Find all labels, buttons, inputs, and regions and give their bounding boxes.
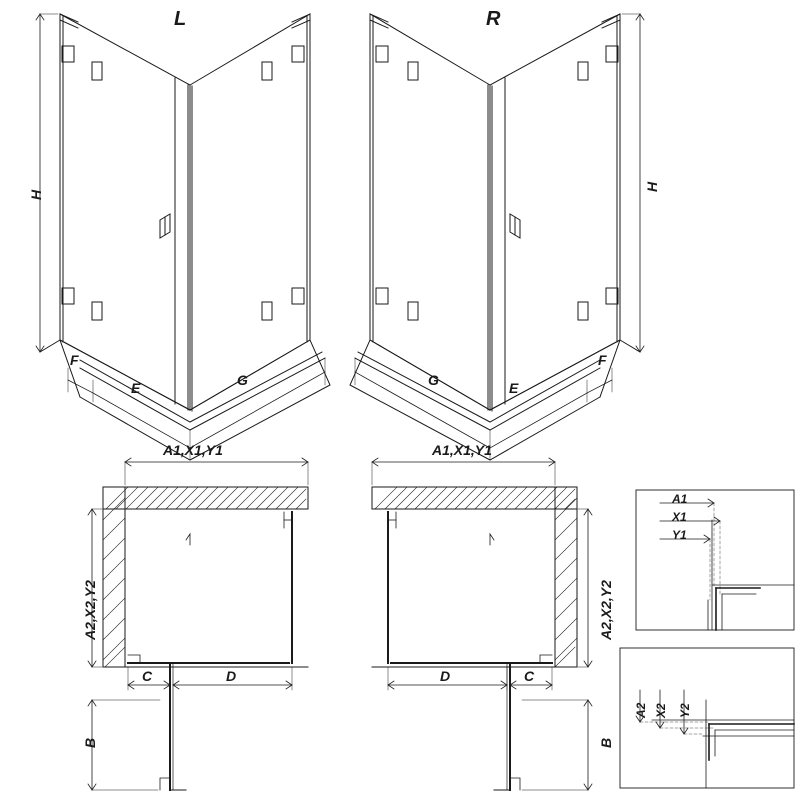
variant-label-left: L: [174, 8, 187, 30]
variant-label-right: R: [486, 8, 501, 30]
dim-h-left: H: [28, 189, 44, 200]
iso-view-left: [36, 14, 330, 460]
detail-bottom: [620, 648, 794, 788]
detail-top-label-y1: Y1: [672, 528, 687, 542]
detail-bottom-label-x2: X2: [654, 703, 668, 718]
plan-right-inner-right: C: [524, 668, 535, 684]
plan-left-inner-right: D: [226, 668, 237, 684]
detail-top: [636, 490, 794, 630]
dim-e-left: E: [131, 380, 141, 396]
plan-left-swing-dim: B: [82, 737, 98, 748]
dim-f-left: F: [70, 352, 79, 368]
detail-top-label-x1: X1: [672, 510, 687, 524]
plan-right-inner-left: D: [440, 668, 451, 684]
plan-right-top-dim: A1,X1,Y1: [432, 442, 492, 458]
detail-top-label-a1: A1: [672, 492, 688, 506]
dim-g-right: G: [428, 372, 439, 388]
iso-view-right: [350, 14, 644, 460]
dim-e-right: E: [509, 380, 519, 396]
dim-h-right: H: [644, 181, 660, 192]
plan-view-right: [372, 458, 592, 790]
dim-f-right: F: [598, 352, 607, 368]
dim-g-left: G: [237, 372, 248, 388]
plan-view-left: [88, 458, 308, 790]
plan-left-side-dim: A2,X2,Y2: [82, 580, 98, 640]
plan-left-top-dim: A1,X1,Y1: [163, 442, 223, 458]
detail-bottom-label-a2: A2: [634, 702, 648, 718]
plan-right-side-dim: A2,X2,Y2: [598, 580, 614, 640]
plan-left-inner-left: C: [142, 668, 153, 684]
plan-right-swing-dim: B: [598, 737, 614, 748]
detail-bottom-label-y2: Y2: [678, 703, 692, 718]
